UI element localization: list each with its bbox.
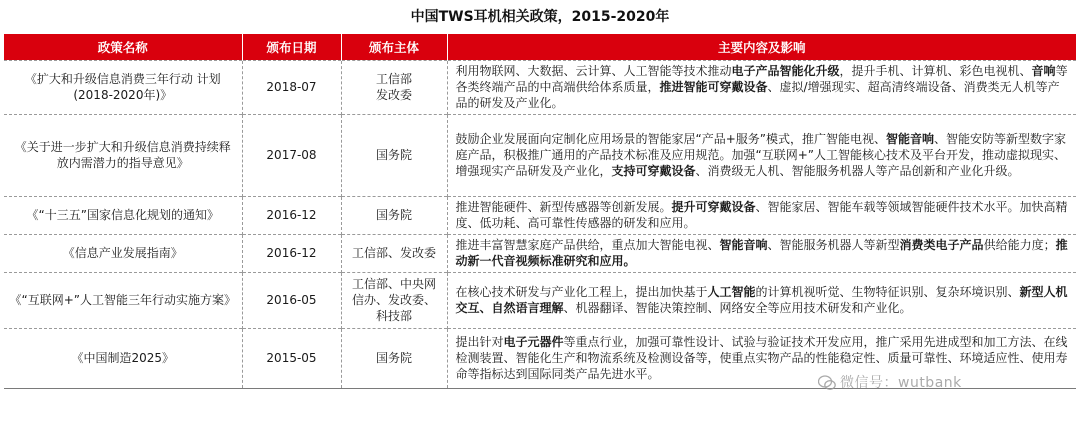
header-policy-name: 政策名称 [4,34,242,60]
issuer-cell: 国务院 [341,114,447,196]
content-text: 、机器翻译、智能决策控制、网络安全等应用技术研发和产业化。 [563,301,912,315]
content-text: 推进智能硬件、新型传感器等创新发展。 [455,200,672,214]
content-text: 的计算机视听觉、生物特征识别、复杂环境识别、 [755,285,1020,299]
issuer-cell: 工信部 发改委 [341,60,447,114]
watermark [818,372,962,392]
policy-table [4,34,1076,389]
issue-date-cell: 2016-12 [242,234,341,272]
table-row [4,272,1076,328]
table-row [4,196,1076,234]
issue-date-cell: 2017-08 [242,114,341,196]
table-header-row [4,34,1076,60]
watermark-text: 微信号：wutbank [840,375,962,391]
table-row [4,234,1076,272]
content-cell [447,272,1076,328]
policy-name-cell: 《信息产业发展指南》 [4,234,242,272]
content-highlight: 智能音响 [719,238,768,252]
content-text: 在核心技术研发与产业化工程上，提出加快基于 [455,285,708,299]
content-cell [447,196,1076,234]
issue-date-cell: 2016-05 [242,272,341,328]
table-row [4,114,1076,196]
issuer-cell: 国务院 [341,196,447,234]
content-highlight: 提升可穿戴设备 [671,200,756,214]
content-text: 提出针对 [455,335,504,349]
content-highlight: 人工智能 [707,285,756,299]
policy-name-cell: 《扩大和升级信息消费三年行动 计划(2018-2020年)》 [4,60,242,114]
content-text: 、智能服务机器人等新型 [767,238,900,252]
content-highlight: 新型人机交互、自然语言理解 [455,285,1068,315]
content-text: 、智能安防等新型数字家庭产品，积极推广通用的产品技术标准及应用规范。加强“互联网+”人工智能核心技术及平台开发，推动虚拟现实、增强现实产品研发及产业化， [455,132,1067,178]
content-highlight: 智能音响 [886,132,935,146]
content-highlight: 电子产品智能化升级 [731,64,840,78]
content-highlight: 推动新一代音视频标准研究和应用。 [455,238,1068,268]
header-issuer: 颁布主体 [341,34,447,60]
content-text: 等各类终端产品的中高端供给体系质量， [455,64,1068,94]
content-highlight: 音响 [1031,64,1056,78]
policy-name-cell: 《“十三五”国家信息化规划的通知》 [4,196,242,234]
content-text: 、智能家居、智能车载等领域智能硬件技术水平。加快高精度、低功耗、高可靠性传感器的研发和应用。 [455,200,1068,230]
table-body [4,60,1076,388]
issuer-cell: 工信部、发改委 [341,234,447,272]
policy-name-cell: 《中国制造2025》 [4,328,242,388]
content-text: 、消费级无人机、智能服务机器人等产品创新和产业化升级。 [695,164,1020,178]
content-text: 供给能力度； [983,238,1056,252]
issuer-cell: 工信部、中央网 信办、发改委、 科技部 [341,272,447,328]
content-highlight: 电子元器件 [503,335,564,349]
content-highlight: 消费类电子产品 [899,238,984,252]
issuer-cell: 国务院 [341,328,447,388]
issue-date-cell: 2018-07 [242,60,341,114]
issue-date-cell: 2015-05 [242,328,341,388]
content-text: 推进丰富智慧家庭产品供给，重点加大智能电视、 [455,238,720,252]
table-title: 中国TWS耳机相关政策，2015-2020年 [410,9,670,25]
content-highlight: 支持可穿戴设备 [611,164,696,178]
table-row [4,60,1076,114]
content-text: 鼓励企业发展面向定制化应用场景的智能家居“产品+服务”模式，推广智能电视、 [455,132,886,146]
content-cell [447,60,1076,114]
issue-date-cell: 2016-12 [242,196,341,234]
content-text: 利用物联网、大数据、云计算、人工智能等技术推动 [455,64,732,78]
header-issue-date: 颁布日期 [242,34,341,60]
content-cell [447,114,1076,196]
content-cell [447,328,1076,388]
content-text: 、虚拟/增强现实、超高清终端设备、消费类无人机等产品的研发及产业化。 [455,80,1060,110]
content-text: ，提升手机、计算机、彩色电视机、 [839,64,1032,78]
content-cell [447,234,1076,272]
wechat-icon [818,375,836,391]
header-content: 主要内容及影响 [447,34,1076,60]
policy-name-cell: 《“互联网+”人工智能三年行动实施方案》 [4,272,242,328]
content-text: 等重点行业，加强可靠性设计、试验与验证技术开发应用，推广采用先进成型和加工方法、在线检测装置、智能化生产和物流系统及检测设备等，使重点实物产品的性能稳定性、质量可靠性、环境适应性、使用寿命等指标达到国际同类产品先进水平。 [455,335,1068,381]
content-highlight: 推进智能可穿戴设备 [659,80,768,94]
policy-name-cell: 《关于进一步扩大和升级信息消费持续释放内需潜力的指导意见》 [4,114,242,196]
